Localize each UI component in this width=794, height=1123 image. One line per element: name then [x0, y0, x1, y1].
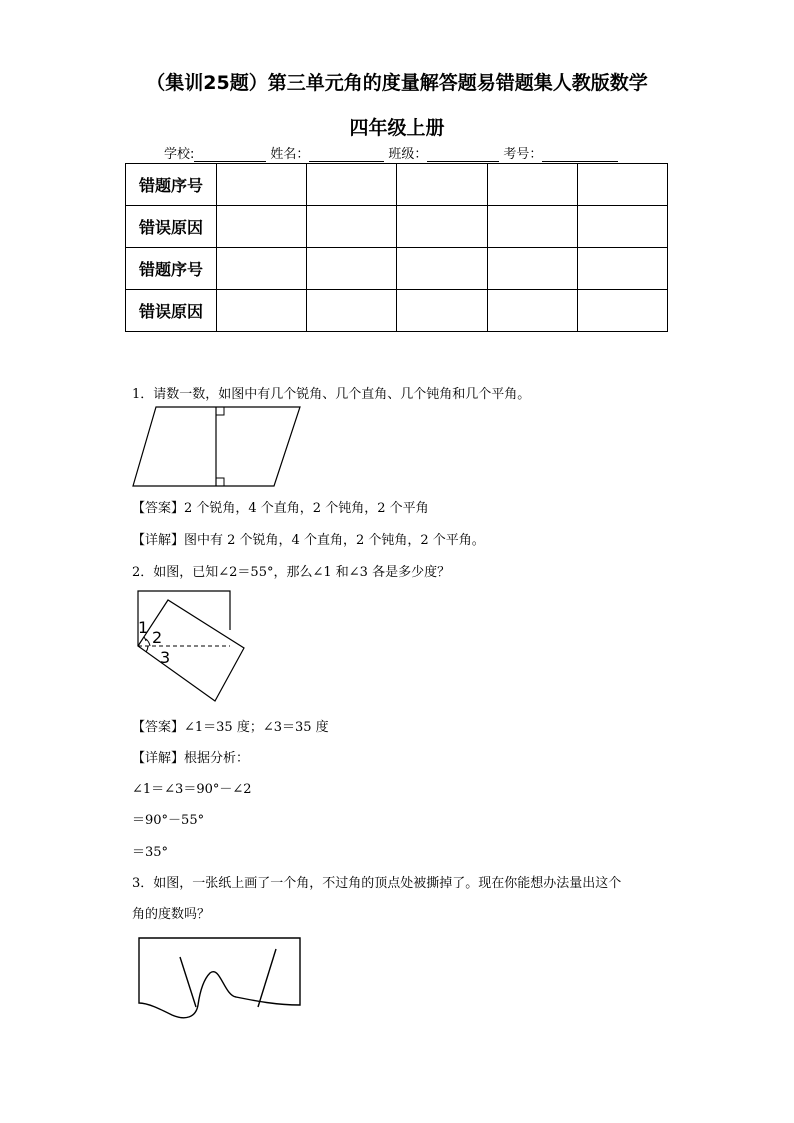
angle-arc-1: [144, 637, 146, 641]
row-header: 错题序号: [126, 164, 217, 206]
table-cell[interactable]: [577, 164, 667, 206]
page-title-line-2: 四年级上册: [349, 117, 445, 139]
q3-torn-paper-figure: [136, 935, 304, 1023]
school-label: 学校:: [164, 147, 195, 162]
table-cell[interactable]: [307, 248, 397, 290]
table-row: [126, 290, 668, 332]
table-cell[interactable]: [217, 206, 307, 248]
class-blank[interactable]: [427, 147, 499, 162]
table-cell[interactable]: [307, 206, 397, 248]
page-title-line-1: （集训25题）第三单元角的度量解答题易错题集人教版数学: [146, 72, 648, 94]
error-record-table: [125, 163, 668, 332]
table-row: [126, 164, 668, 206]
q2-folded-paper-figure: [132, 585, 250, 707]
exam-no-blank[interactable]: [542, 147, 618, 162]
row-header: 错误原因: [126, 206, 217, 248]
table-cell[interactable]: [487, 164, 577, 206]
angle-side-right: [258, 949, 276, 1007]
name-blank[interactable]: [309, 147, 384, 162]
right-angle-mark-top: [216, 407, 224, 415]
q3-question-line-1: 3．如图，一张纸上画了一个角，不过角的顶点处被撕掉了。现在你能想办法量出这个: [132, 876, 622, 891]
table-cell[interactable]: [217, 290, 307, 332]
q2-answer: 【答案】∠1＝35 度；∠3＝35 度: [132, 720, 329, 735]
table-cell[interactable]: [487, 248, 577, 290]
row-header: 错误原因: [126, 290, 217, 332]
table-row: [126, 206, 668, 248]
angle-label-1: 1: [138, 618, 149, 637]
q2-step-3: ＝35°: [132, 845, 169, 860]
table-cell[interactable]: [397, 206, 487, 248]
table-cell[interactable]: [397, 248, 487, 290]
q1-answer: 【答案】2 个锐角，4 个直角，2 个钝角，2 个平角: [132, 501, 429, 516]
exam-no-label: 考号：: [503, 147, 543, 162]
q1-parallelogram-figure: [130, 405, 305, 489]
table-cell[interactable]: [487, 206, 577, 248]
table-cell[interactable]: [217, 248, 307, 290]
right-angle-mark-bottom: [216, 478, 224, 486]
table-cell[interactable]: [217, 164, 307, 206]
folded-rectangle: [138, 600, 244, 701]
table-cell[interactable]: [577, 290, 667, 332]
table-row: [126, 248, 668, 290]
q3-question-line-2: 角的度数吗？: [132, 907, 211, 922]
table-cell[interactable]: [307, 290, 397, 332]
table-cell[interactable]: [577, 248, 667, 290]
table-cell[interactable]: [397, 290, 487, 332]
q2-step-1: ∠1＝∠3＝90°－∠2: [132, 782, 252, 797]
q2-detail: 【详解】根据分析：: [132, 751, 250, 766]
class-label: 班级：: [388, 147, 428, 162]
q2-question: 2．如图，已知∠2＝55°，那么∠1 和∠3 各是多少度？: [132, 565, 451, 580]
q2-step-2: ＝90°－55°: [132, 813, 205, 828]
angle-label-3: 3: [160, 648, 171, 667]
angle-side-left: [180, 957, 196, 1007]
name-label: 姓名：: [270, 147, 310, 162]
table-cell[interactable]: [577, 206, 667, 248]
school-blank[interactable]: [194, 147, 266, 162]
student-info-line: [164, 143, 622, 162]
q1-detail: 【详解】图中有 2 个锐角，4 个直角，2 个钝角，2 个平角。: [132, 533, 485, 548]
table-cell[interactable]: [487, 290, 577, 332]
q1-question: 1．请数一数，如图中有几个锐角、几个直角、几个钝角和几个平角。: [132, 387, 531, 402]
table-cell[interactable]: [397, 164, 487, 206]
angle-arc-3: [146, 646, 148, 652]
angle-label-2: 2: [152, 628, 163, 647]
table-cell[interactable]: [307, 164, 397, 206]
angle-arc-2: [146, 639, 150, 646]
row-header: 错题序号: [126, 248, 217, 290]
